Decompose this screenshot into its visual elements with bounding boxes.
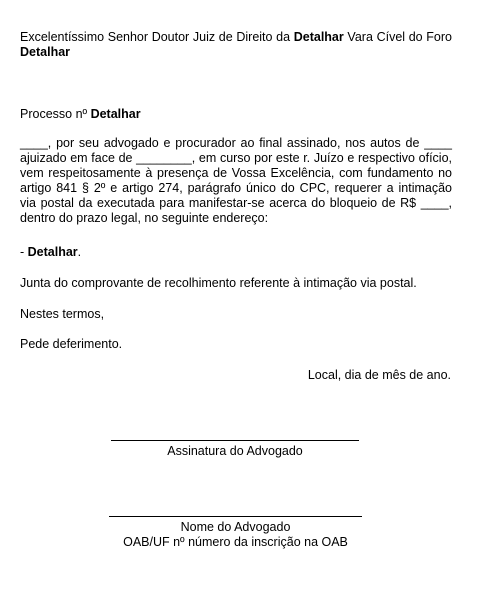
lawyer-signature-block xyxy=(111,440,359,459)
request-phrase: Pede deferimento. xyxy=(20,337,123,351)
lawyer-name-block xyxy=(109,516,362,550)
main-paragraph: ____, por seu advogado e procurador ao final assinado, nos autos de ____ ajuizado em face de ________, em curso por este r. Juízo e respectivo ofício, vem respeitosamente à presença de Vossa Excelência, com fundamento no artigo 841 § 2º e artigo 274, parágrafo único do CPC, requerer a intimação via postal da executada para manifestar-se acerca do bloqueio de R$ ____, dentro do prazo legal, no seguinte endereço: xyxy=(20,136,452,225)
process-number-line xyxy=(20,107,452,122)
address-line xyxy=(20,245,452,260)
oab-registration: OAB/UF nº número da inscrição na OAB xyxy=(123,535,348,549)
attachment-note: Junta do comprovante de recolhimento referente à intimação via postal. xyxy=(20,276,417,290)
place-date: Local, dia de mês de ano. xyxy=(307,368,451,382)
signature-line xyxy=(111,440,359,441)
process-label: Processo nº xyxy=(20,107,91,121)
process-number-placeholder: Detalhar xyxy=(90,107,141,121)
forum-placeholder: Detalhar xyxy=(20,45,71,59)
addressee-middle: Vara Cível do Foro xyxy=(343,30,453,44)
closing-phrase: Nestes termos, xyxy=(20,307,105,321)
name-line xyxy=(109,516,362,517)
addressee-prefix: Excelentíssimo Senhor Doutor Juiz de Direito da xyxy=(20,30,294,44)
lawyer-name: Nome do Advogado xyxy=(180,520,291,534)
address-suffix: . xyxy=(77,245,82,259)
court-placeholder: Detalhar xyxy=(293,30,344,44)
addressee-header xyxy=(20,30,452,60)
address-placeholder: Detalhar xyxy=(27,245,78,259)
address-prefix: - xyxy=(20,245,28,259)
signature-caption: Assinatura do Advogado xyxy=(167,444,303,458)
